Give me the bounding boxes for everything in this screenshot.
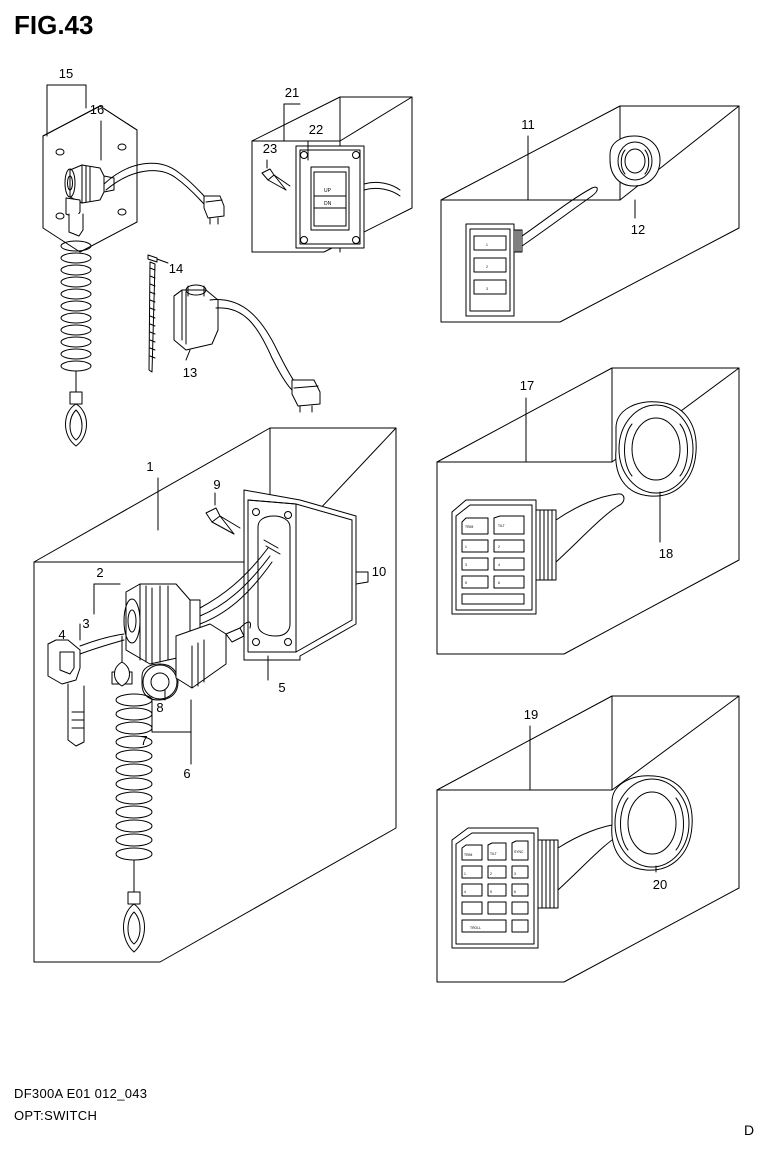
svg-text:TILT: TILT [490, 852, 497, 856]
svg-text:23: 23 [262, 141, 278, 156]
svg-text:22: 22 [308, 122, 324, 137]
svg-text:4: 4 [464, 890, 466, 894]
svg-text:5: 5 [490, 890, 492, 894]
svg-text:2: 2 [486, 265, 488, 269]
svg-text:21: 21 [284, 85, 300, 100]
svg-text:5: 5 [278, 680, 286, 695]
svg-text:13: 13 [182, 365, 198, 380]
svg-text:11: 11 [521, 117, 535, 132]
footer-caption: OPT:SWITCH [14, 1108, 98, 1123]
svg-text:TILT: TILT [498, 524, 505, 528]
svg-text:5: 5 [465, 581, 467, 585]
svg-text:1: 1 [465, 545, 467, 549]
svg-text:2: 2 [96, 565, 104, 580]
svg-text:12: 12 [630, 222, 646, 237]
svg-text:TROLL: TROLL [470, 926, 481, 930]
svg-text:6: 6 [498, 581, 500, 585]
group-15-16 [43, 85, 224, 446]
svg-text:SYNC: SYNC [514, 850, 524, 854]
rocker-dn-label: DN [324, 201, 332, 207]
group-21-22-23 [252, 97, 412, 252]
svg-text:2: 2 [498, 545, 500, 549]
svg-text:1: 1 [146, 459, 154, 474]
svg-text:7: 7 [140, 733, 148, 748]
svg-text:6: 6 [514, 890, 516, 894]
svg-text:3: 3 [486, 287, 488, 291]
group-17-18 [437, 368, 739, 654]
group-main-box [34, 428, 396, 962]
group-19-20 [437, 696, 739, 982]
group-13 [174, 285, 320, 412]
svg-text:TRIM: TRIM [464, 853, 473, 857]
svg-text:3: 3 [465, 563, 467, 567]
svg-text:17: 17 [519, 378, 535, 393]
svg-text:19: 19 [523, 707, 539, 722]
svg-text:2: 2 [490, 872, 492, 876]
svg-text:18: 18 [658, 546, 674, 561]
figure-title: FIG.43 [14, 10, 94, 40]
group-14-cable-tie [148, 255, 168, 372]
svg-text:8: 8 [156, 700, 164, 715]
svg-text:4: 4 [498, 563, 500, 567]
footer-model-code: DF300A E01 012_043 [14, 1086, 148, 1101]
svg-text:20: 20 [652, 877, 668, 892]
svg-text:16: 16 [89, 102, 105, 117]
svg-text:TRIM: TRIM [465, 525, 474, 529]
svg-text:3: 3 [82, 616, 90, 631]
svg-text:3: 3 [514, 872, 516, 876]
svg-text:1: 1 [464, 872, 466, 876]
rocker-up-label: UP [324, 188, 331, 194]
svg-text:6: 6 [183, 766, 191, 781]
svg-text:14: 14 [168, 261, 184, 276]
svg-text:4: 4 [58, 627, 66, 642]
svg-text:10: 10 [371, 564, 387, 579]
svg-text:1: 1 [486, 243, 488, 247]
corner-mark: D [744, 1122, 755, 1138]
svg-text:15: 15 [58, 66, 74, 81]
svg-text:9: 9 [213, 477, 221, 492]
